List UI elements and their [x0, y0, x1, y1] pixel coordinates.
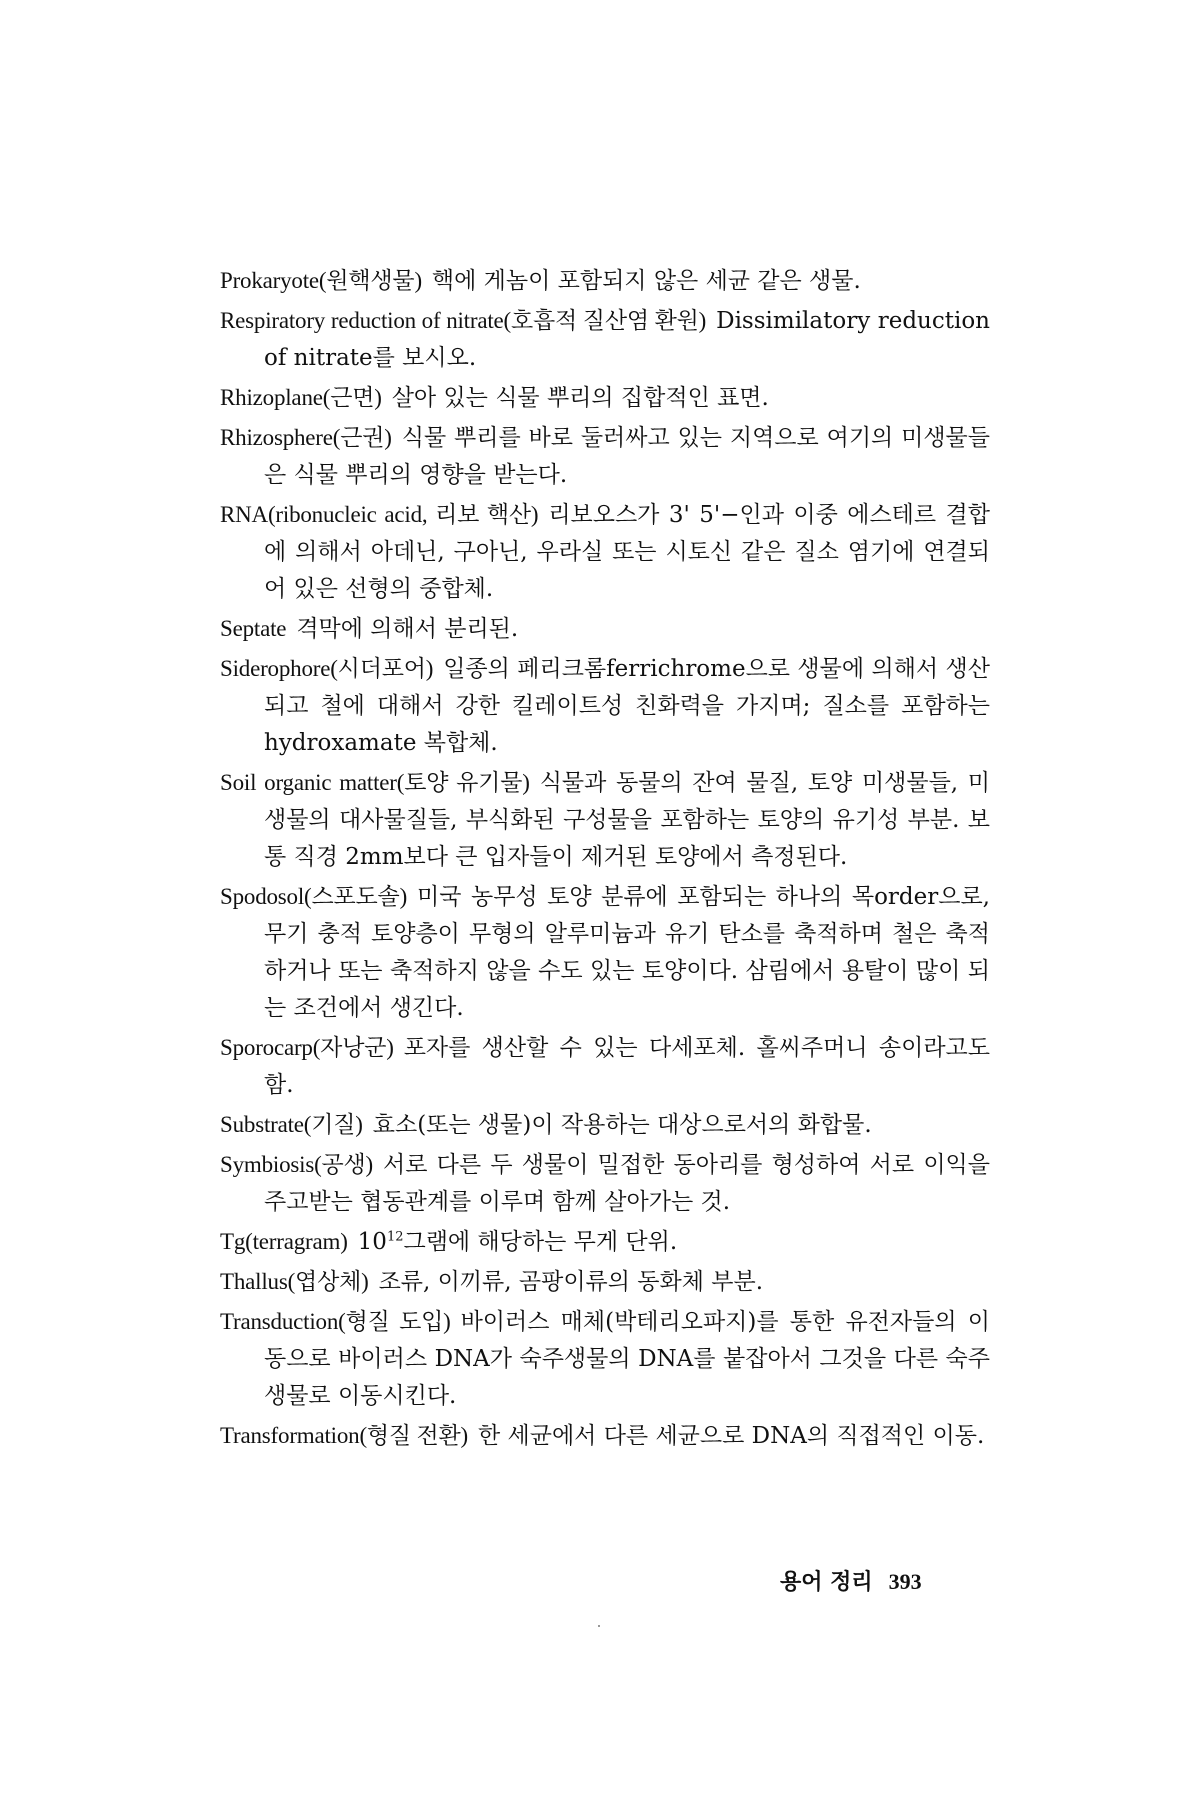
glossary-term: Septate	[220, 616, 287, 641]
page-footer	[780, 1565, 922, 1596]
glossary-term: Symbiosis(공생)	[220, 1152, 374, 1177]
glossary-entry	[220, 302, 990, 377]
glossary-definition: 식물 뿌리를 바로 둘러싸고 있는 지역으로 여기의 미생물들은 식물 뿌리의 영향을 받는다.	[264, 425, 990, 488]
glossary-definition: Dissimilatory reduction of nitrate를 보시오.	[264, 308, 990, 371]
glossary-entry	[220, 764, 990, 876]
glossary-entry	[220, 1263, 990, 1301]
glossary-term: Rhizoplane(근면)	[220, 385, 382, 410]
glossary-entry	[220, 379, 990, 417]
glossary-term: Soil organic matter(토양 유기물)	[220, 770, 530, 795]
glossary-definition	[358, 1229, 677, 1255]
glossary-entry	[220, 496, 990, 608]
glossary-entry	[220, 1106, 990, 1144]
glossary-entry	[220, 878, 990, 1027]
glossary-entry	[220, 1417, 990, 1455]
glossary-term: Rhizosphere(근권)	[220, 425, 392, 450]
definition-text: 그램에 해당하는 무게 단위.	[403, 1229, 678, 1255]
glossary-definition: 식물과 동물의 잔여 물질, 토양 미생물들, 미생물의 대사물질들, 부식화된 구성물을 포함하는 토양의 유기성 부분. 보통 직경 2mm보다 큰 입자들이 제거된 토양에서 측정된다.	[264, 770, 990, 870]
glossary-definition: 핵에 게놈이 포함되지 않은 세균 같은 생물.	[431, 268, 861, 294]
glossary-term: Spodosol(스포도솔)	[220, 884, 408, 909]
glossary-term: RNA(ribonucleic acid, 리보 핵산)	[220, 502, 539, 527]
glossary-term: Sporocarp(자낭군)	[220, 1035, 394, 1060]
scan-speck	[598, 1625, 600, 1627]
glossary-entry	[220, 262, 990, 300]
definition-base-number: 10	[357, 1229, 387, 1255]
glossary-entry	[220, 650, 990, 762]
glossary-entry	[220, 419, 990, 494]
glossary-definition: 일종의 페리크롬ferrichrome으로 생물에 의해서 생산되고 철에 대해서 강한 킬레이트성 친화력을 가지며; 질소를 포함하는 hydroxamate 복합체.	[264, 656, 990, 756]
glossary-term: Substrate(기질)	[220, 1112, 363, 1137]
glossary-term: Thallus(엽상체)	[220, 1269, 369, 1294]
glossary-entry	[220, 1303, 990, 1415]
glossary-term: Transduction(형질 도입)	[220, 1309, 451, 1334]
glossary-entry	[220, 1223, 990, 1261]
glossary-definition: 미국 농무성 토양 분류에 포함되는 하나의 목order으로, 무기 충적 토양층이 무형의 알루미늄과 유기 탄소를 축적하며 철은 축적하거나 또는 축적하지 않을 수도 있는 토양이다. 삼림에서 용탈이 많이 되는 조건에서 생긴다.	[264, 884, 990, 1021]
glossary-definition: 서로 다른 두 생물이 밀접한 동아리를 형성하여 서로 이익을 주고받는 협동관계를 이루며 함께 살아가는 것.	[264, 1152, 990, 1215]
glossary-definition: 바이러스 매체(박테리오파지)를 통한 유전자들의 이동으로 바이러스 DNA가 숙주생물의 DNA를 붙잡아서 그것을 다른 숙주생물로 이동시킨다.	[264, 1309, 990, 1409]
glossary-term: Transformation(형질 전환)	[220, 1423, 468, 1448]
footer-section-title: 용어 정리	[780, 1569, 873, 1595]
glossary-definition: 한 세균에서 다른 세균으로 DNA의 직접적인 이동.	[478, 1423, 985, 1449]
glossary-definition: 리보오스가 3' 5'−인과 이중 에스테르 결합에 의해서 아데닌, 구아닌, 우라실 또는 시토신 같은 질소 염기에 연결되어 있은 선형의 중합체.	[264, 502, 990, 602]
glossary-definition: 효소(또는 생물)이 작용하는 대상으로서의 화합물.	[372, 1112, 872, 1138]
glossary-definition: 살아 있는 식물 뿌리의 집합적인 표면.	[391, 385, 769, 411]
page-number: 393	[888, 1569, 922, 1594]
glossary-definition: 조류, 이끼류, 곰팡이류의 동화체 부분.	[378, 1269, 764, 1295]
definition-exponent: 12	[386, 1229, 404, 1245]
glossary-definition: 포자를 생산할 수 있는 다세포체. 홀씨주머니 송이라고도 함.	[264, 1035, 990, 1098]
glossary-entry	[220, 610, 990, 648]
glossary-entry	[220, 1029, 990, 1104]
glossary-term: Siderophore(시더포어)	[220, 656, 434, 681]
glossary-entry	[220, 1146, 990, 1221]
glossary-term: Respiratory reduction of nitrate(호흡적 질산염 환원)	[220, 308, 707, 333]
glossary-definition: 격막에 의해서 분리된.	[296, 616, 519, 642]
glossary-body	[220, 262, 990, 1457]
glossary-term: Prokaryote(원핵생물)	[220, 268, 422, 293]
glossary-term: Tg(terragram)	[220, 1229, 348, 1254]
